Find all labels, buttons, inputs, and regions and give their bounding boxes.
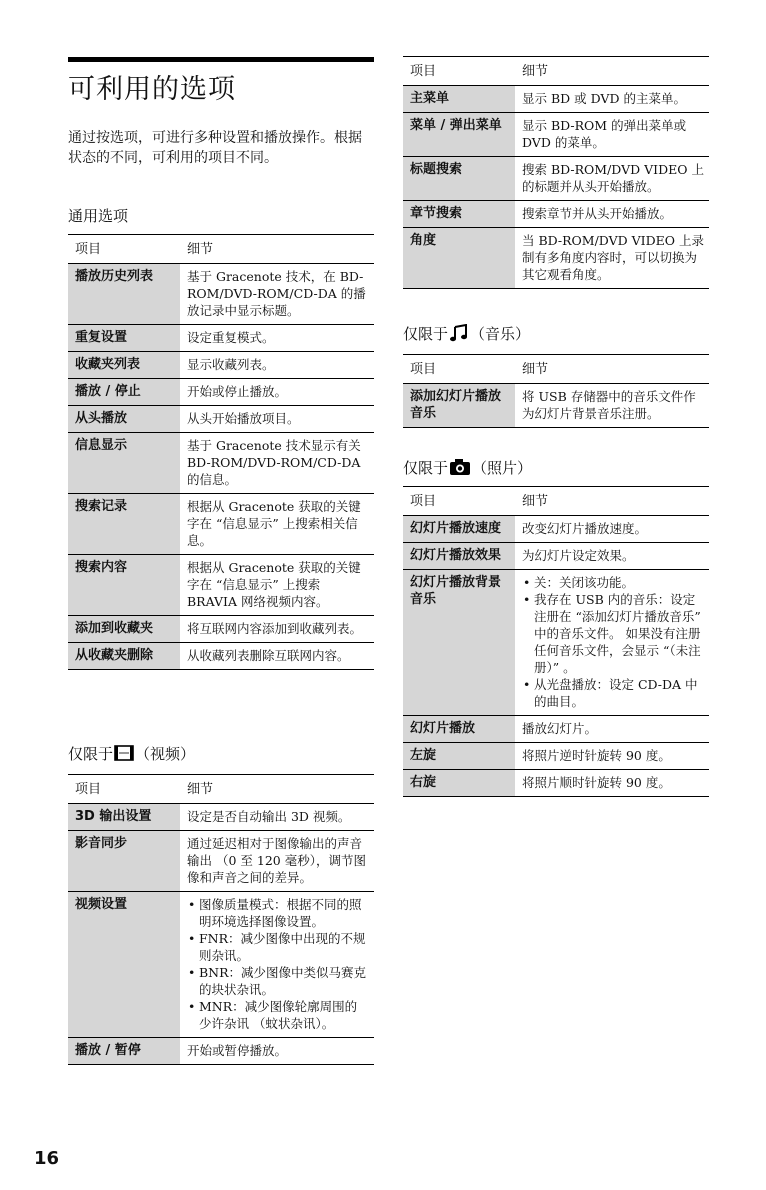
table-row <box>403 716 709 743</box>
music-heading-suffix: （音乐） <box>470 325 531 343</box>
option-item: 从头播放 <box>68 406 180 433</box>
table-row <box>68 616 374 643</box>
option-item: 播放历史列表 <box>68 264 180 325</box>
table-row <box>403 570 709 716</box>
video-heading-suffix: （视频） <box>135 745 196 763</box>
column-header-item: 项目 <box>68 775 180 804</box>
option-item: 重复设置 <box>68 325 180 352</box>
music-note-icon <box>449 324 469 347</box>
option-detail: 将照片逆时针旋转 90 度。 <box>515 743 709 770</box>
option-detail: 基于 Gracenote 技术显示有关 BD-ROM/DVD-ROM/CD-DA 的信息。 <box>180 433 374 494</box>
detail-bullet-list <box>522 574 704 710</box>
table-row <box>68 892 374 1038</box>
option-detail: 设定是否自动输出 3D 视频。 <box>180 804 374 831</box>
detail-bullet: • BNR：减少图像中类似马赛克的块状杂讯。 <box>199 964 369 998</box>
option-detail: 显示 BD 或 DVD 的主菜单。 <box>515 86 709 113</box>
table-row <box>68 379 374 406</box>
column-header-detail: 细节 <box>515 487 709 516</box>
camera-icon <box>449 458 471 481</box>
title-rule <box>68 57 374 62</box>
table-row <box>403 384 709 428</box>
table-row <box>68 264 374 325</box>
table-row <box>403 228 709 289</box>
table-row <box>68 494 374 555</box>
option-item: 搜索记录 <box>68 494 180 555</box>
table-header-row <box>403 487 709 516</box>
photo-options-table <box>403 486 709 797</box>
option-item: 幻灯片播放 <box>403 716 515 743</box>
option-item: 主菜单 <box>403 86 515 113</box>
table-header-row <box>403 355 709 384</box>
option-item: 左旋 <box>403 743 515 770</box>
option-item: 影音同步 <box>68 831 180 892</box>
table-header-row <box>68 235 374 264</box>
table-row <box>68 804 374 831</box>
option-item: 菜单 / 弹出菜单 <box>403 113 515 157</box>
column-header-item: 项目 <box>403 57 515 86</box>
option-detail: 当 BD-ROM/DVD VIDEO 上录制有多角度内容时，可以切换为其它观看角度。 <box>515 228 709 289</box>
option-detail <box>180 892 374 1038</box>
option-detail: 显示收藏列表。 <box>180 352 374 379</box>
option-detail: 开始或停止播放。 <box>180 379 374 406</box>
column-header-detail: 细节 <box>515 355 709 384</box>
column-header-item: 项目 <box>403 487 515 516</box>
option-detail: 设定重复模式。 <box>180 325 374 352</box>
table-row <box>68 555 374 616</box>
music-options-table <box>403 354 709 428</box>
detail-bullet: • FNR：减少图像中出现的不规则杂讯。 <box>199 930 369 964</box>
option-detail: 将照片顺时针旋转 90 度。 <box>515 770 709 797</box>
table-row <box>403 743 709 770</box>
option-item: 3D 输出设置 <box>68 804 180 831</box>
option-item: 添加幻灯片播放音乐 <box>403 384 515 428</box>
table-row <box>403 157 709 201</box>
column-header-item: 项目 <box>68 235 180 264</box>
table-row <box>403 86 709 113</box>
option-detail <box>515 570 709 716</box>
option-item: 添加到收藏夹 <box>68 616 180 643</box>
general-options-table <box>68 234 374 670</box>
detail-bullet: • 图像质量模式：根据不同的照明环境选择图像设置。 <box>199 896 369 930</box>
table-row <box>403 516 709 543</box>
option-item: 标题搜索 <box>403 157 515 201</box>
option-item: 章节搜索 <box>403 201 515 228</box>
detail-bullet: • 我存在 USB 内的音乐：设定注册在 “添加幻灯片播放音乐” 中的音乐文件。 如果没有注册任何音乐文件，会显示 “（未注册）” 。 <box>534 591 704 676</box>
option-item: 从收藏夹删除 <box>68 643 180 670</box>
option-item: 播放 / 停止 <box>68 379 180 406</box>
option-detail: 将互联网内容添加到收藏列表。 <box>180 616 374 643</box>
option-detail: 从头开始播放项目。 <box>180 406 374 433</box>
table-header-row <box>403 57 709 86</box>
option-item: 幻灯片播放背景音乐 <box>403 570 515 716</box>
option-detail: 显示 BD-ROM 的弹出菜单或 DVD 的菜单。 <box>515 113 709 157</box>
table-header-row <box>68 775 374 804</box>
option-item: 角度 <box>403 228 515 289</box>
option-item: 收藏夹列表 <box>68 352 180 379</box>
column-header-item: 项目 <box>403 355 515 384</box>
video-heading-prefix: 仅限于 <box>68 745 114 763</box>
music-heading-prefix: 仅限于 <box>403 325 449 343</box>
table-row <box>68 406 374 433</box>
photo-options-heading <box>403 458 532 481</box>
option-detail: 为幻灯片设定效果。 <box>515 543 709 570</box>
column-header-detail: 细节 <box>515 57 709 86</box>
option-detail: 改变幻灯片播放速度。 <box>515 516 709 543</box>
column-header-detail: 细节 <box>180 775 374 804</box>
film-icon <box>114 744 134 767</box>
option-detail: 开始或暂停播放。 <box>180 1038 374 1065</box>
music-options-heading <box>403 324 530 347</box>
page-title: 可利用的选项 <box>68 74 236 105</box>
option-detail: 搜索章节并从头开始播放。 <box>515 201 709 228</box>
option-detail: 通过延迟相对于图像输出的声音输出 （0 至 120 毫秒），调节图像和声音之间的差异。 <box>180 831 374 892</box>
general-options-heading: 通用选项 <box>68 207 129 225</box>
detail-bullet: • 关：关闭该功能。 <box>534 574 704 591</box>
detail-bullet: • 从光盘播放：设定 CD-DA 中的曲目。 <box>534 676 704 710</box>
table-row <box>68 433 374 494</box>
table-row <box>403 113 709 157</box>
table-row <box>68 325 374 352</box>
video-options-table <box>68 774 374 1065</box>
table-row <box>68 831 374 892</box>
option-detail: 从收藏列表删除互联网内容。 <box>180 643 374 670</box>
option-item: 播放 / 暂停 <box>68 1038 180 1065</box>
page-number: 16 <box>34 1148 60 1169</box>
option-item: 搜索内容 <box>68 555 180 616</box>
table-row <box>403 543 709 570</box>
video-options-heading <box>68 744 195 767</box>
detail-bullet-list <box>187 896 369 1032</box>
option-item: 视频设置 <box>68 892 180 1038</box>
option-detail: 搜索 BD-ROM/DVD VIDEO 上的标题并从头开始播放。 <box>515 157 709 201</box>
table-row <box>68 352 374 379</box>
disc-options-table <box>403 56 709 289</box>
table-row <box>403 770 709 797</box>
intro-text: 通过按选项，可进行多种设置和播放操作。根据状态的不同，可利用的项目不同。 <box>68 130 362 166</box>
photo-heading-prefix: 仅限于 <box>403 459 449 477</box>
table-row <box>68 1038 374 1065</box>
table-row <box>403 201 709 228</box>
option-detail: 播放幻灯片。 <box>515 716 709 743</box>
option-item: 幻灯片播放速度 <box>403 516 515 543</box>
option-item: 信息显示 <box>68 433 180 494</box>
option-detail: 根据从 Gracenote 获取的关键字在 “信息显示” 上搜索 BRAVIA 网络视频内容。 <box>180 555 374 616</box>
option-detail: 基于 Gracenote 技术，在 BD-ROM/DVD-ROM/CD-DA 的播放记录中显示标题。 <box>180 264 374 325</box>
option-detail: 根据从 Gracenote 获取的关键字在 “信息显示” 上搜索相关信息。 <box>180 494 374 555</box>
table-row <box>68 643 374 670</box>
photo-heading-suffix: （照片） <box>472 459 533 477</box>
detail-bullet: • MNR：减少图像轮廓周围的少许杂讯 （蚊状杂讯）。 <box>199 998 369 1032</box>
option-item: 幻灯片播放效果 <box>403 543 515 570</box>
option-detail: 将 USB 存储器中的音乐文件作为幻灯片背景音乐注册。 <box>515 384 709 428</box>
option-item: 右旋 <box>403 770 515 797</box>
column-header-detail: 细节 <box>180 235 374 264</box>
